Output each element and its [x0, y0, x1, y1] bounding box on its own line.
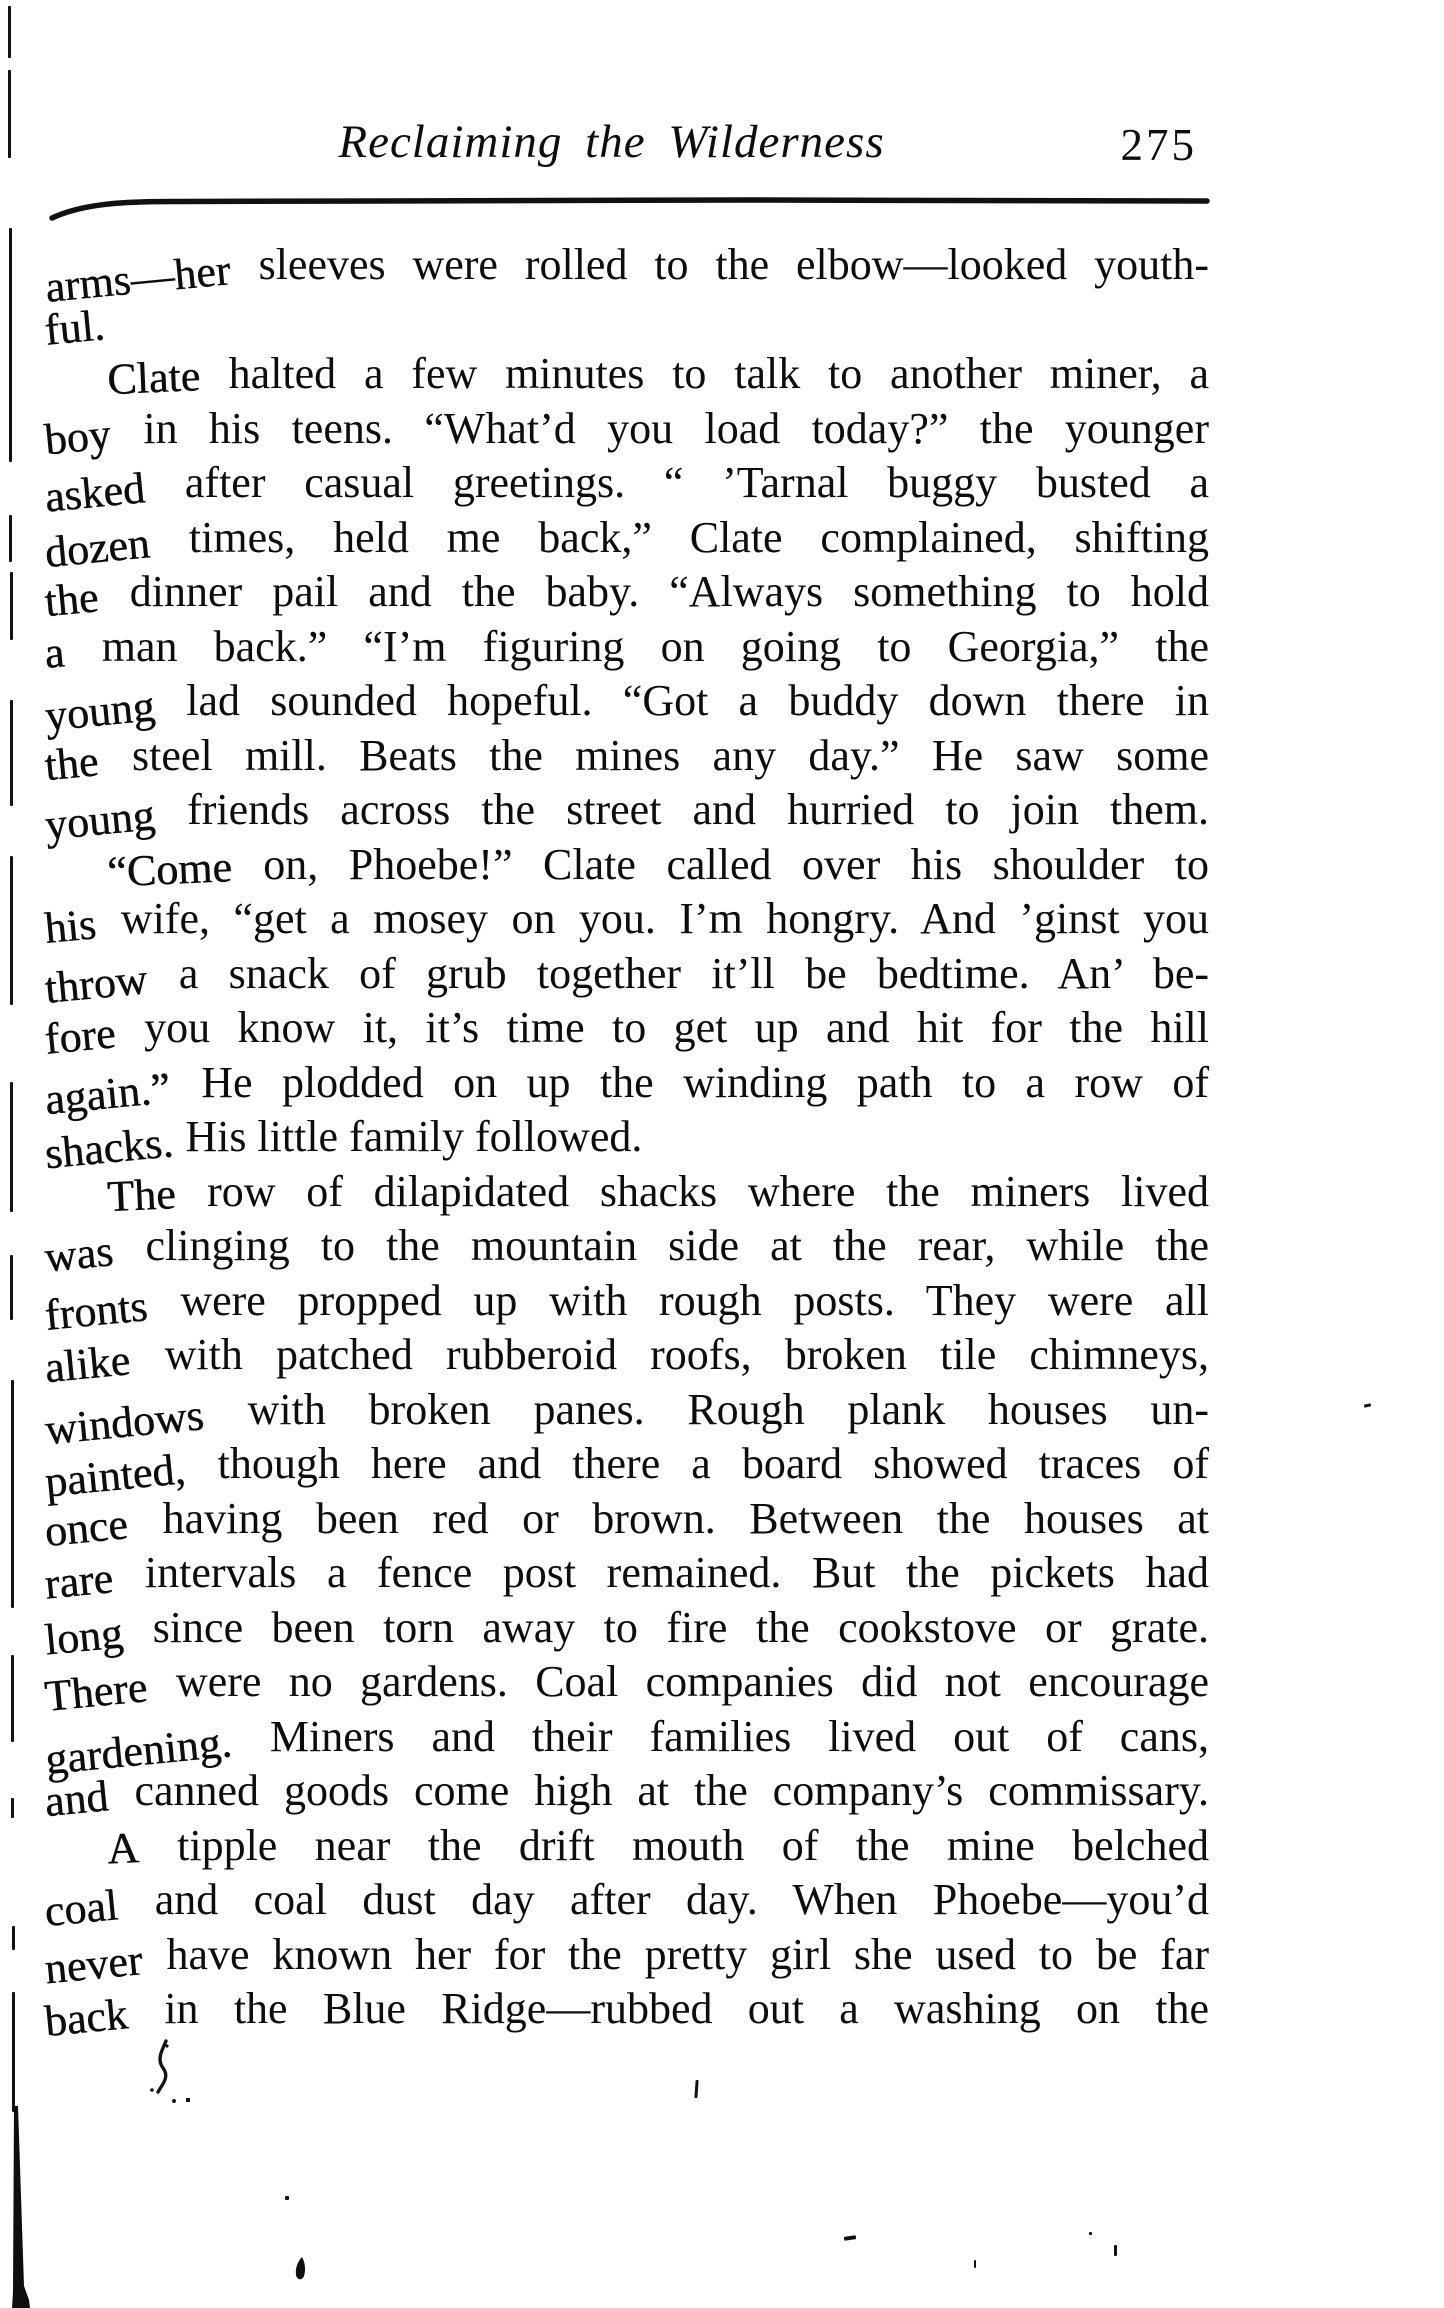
running-head	[46, 110, 1209, 180]
page-number: 275	[1120, 120, 1197, 170]
ink-squiggle	[146, 2038, 192, 2108]
text-line: “Come on, Phoebe!” Clate called over his shoulder to	[46, 838, 1209, 893]
text-line: painted, though here and there a board showed traces of	[46, 1437, 1209, 1492]
text-line: the steel mill. Beats the mines any day.” He saw some	[46, 729, 1209, 784]
text-line: fronts were propped up with rough posts. They were all	[46, 1274, 1209, 1329]
page-title: Reclaiming the Wilderness	[338, 116, 885, 168]
text-line: his wife, “get a mosey on you. I’m hongry. And ’ginst you	[46, 892, 1209, 947]
text-line: back in the Blue Ridge—rubbed out a washing on the	[46, 1982, 1209, 2037]
text-line: a man back.” “I’m figuring on going to Georgia,” the	[46, 620, 1209, 675]
gutter-line-segment	[10, 1082, 13, 1212]
line-first-word: young	[42, 681, 157, 741]
line-first-word: a	[42, 626, 67, 678]
text-line: arms—her sleeves were rolled to the elbow—looked youth-	[46, 238, 1209, 293]
line-first-word: rare	[42, 1553, 116, 1609]
text-line: windows with broken panes. Rough plank houses un-	[46, 1383, 1209, 1438]
ink-speck	[1089, 2232, 1092, 2235]
text-line: long since been torn away to fire the cookstove or grate.	[46, 1601, 1209, 1656]
header-rule	[42, 192, 1212, 222]
text-line: boy in his teens. “What’d you load today?” the younger	[46, 402, 1209, 457]
gutter-line-wedge	[10, 2106, 36, 2308]
text-line: coal and coal dust day after day. When Phoebe—you’d	[46, 1873, 1209, 1928]
gutter-line-segment	[8, 6, 11, 58]
line-first-word: coal	[42, 1880, 120, 1936]
gutter-line-segment	[10, 1255, 13, 1320]
text-line: dozen times, held me back,” Clate complained, shifting	[46, 511, 1209, 566]
gutter-line-segment	[8, 70, 11, 158]
line-first-word: windows	[42, 1389, 206, 1454]
line-first-word: Clate	[106, 351, 202, 405]
line-first-word: again.”	[42, 1062, 173, 1124]
line-first-word: The	[106, 1168, 177, 1221]
text-line: asked after casual greetings. “ ’Tarnal buggy busted a	[46, 456, 1209, 511]
line-first-word: boy	[42, 408, 113, 464]
ink-speck	[974, 2260, 976, 2268]
text-line: never have known her for the pretty girl she used to be far	[46, 1928, 1209, 1983]
text-line: Clate halted a few minutes to talk to another miner, a	[46, 347, 1209, 402]
text-line: again.” He plodded on up the winding path to a row of	[46, 1056, 1209, 1111]
line-first-word: ful.	[42, 299, 107, 355]
ink-blot	[293, 2256, 309, 2282]
line-first-word: alike	[42, 1335, 133, 1393]
gutter-line-segment	[10, 572, 13, 640]
ink-speck	[1114, 2245, 1117, 2256]
gutter-line-segment	[11, 1798, 14, 1818]
line-first-word: young	[42, 790, 157, 850]
text-line: was clinging to the mountain side at the rear, while the	[46, 1219, 1209, 1274]
line-first-word: gardening.	[42, 1716, 234, 1784]
line-first-word: throw	[42, 953, 150, 1013]
text-line: There were no gardens. Coal companies did not encourage	[46, 1655, 1209, 1710]
text-line: and canned goods come high at the company’s commissary.	[46, 1764, 1209, 1819]
ink-speck	[1364, 1403, 1371, 1407]
line-first-word: arms—her	[42, 245, 233, 312]
ink-speck	[285, 2196, 289, 2200]
line-first-word: There	[42, 1662, 150, 1721]
line-first-word: was	[42, 1226, 116, 1282]
text-line: gardening. Miners and their families lived out of cans,	[46, 1710, 1209, 1765]
text-line: The row of dilapidated shacks where the miners lived	[46, 1165, 1209, 1220]
line-first-word: A	[106, 1822, 140, 1873]
gutter-line-segment	[9, 515, 12, 562]
text-line: throw a snack of grub together it’ll be bedtime. An’ be-	[46, 947, 1209, 1002]
gutter-line-segment	[11, 1380, 14, 1608]
line-first-word: painted,	[42, 1444, 188, 1507]
line-first-word: “Come	[106, 841, 233, 896]
gutter-line-segment	[12, 1926, 15, 1950]
text-line: A tipple near the drift mouth of the mine belched	[46, 1819, 1209, 1874]
line-first-word: long	[42, 1607, 125, 1664]
line-first-word: and	[42, 1771, 111, 1827]
line-first-word: his	[42, 899, 99, 953]
text-line: rare intervals a fence post remained. But the pickets had	[46, 1546, 1209, 1601]
page-text	[42, 238, 1209, 2046]
text-line: alike with patched rubberoid roofs, broken tile chimneys,	[46, 1328, 1209, 1383]
text-line: young friends across the street and hurried to join them.	[46, 783, 1209, 838]
text-line: the dinner pail and the baby. “Always something to hold	[46, 565, 1209, 620]
line-first-word: fore	[42, 1008, 118, 1064]
ink-speck	[844, 2235, 856, 2241]
line-first-word: the	[42, 572, 101, 627]
line-first-word: back	[42, 1989, 130, 2046]
line-first-word: fronts	[42, 1280, 150, 1340]
gutter-line-segment	[11, 1655, 14, 1742]
line-first-word: never	[42, 1934, 145, 1993]
gutter-line-segment	[9, 228, 12, 462]
line-first-word: dozen	[42, 517, 152, 577]
text-line: young lad sounded hopeful. “Got a buddy down there in	[46, 674, 1209, 729]
line-first-word: the	[42, 735, 101, 790]
line-first-word: once	[42, 1498, 130, 1556]
gutter-line-segment	[12, 1992, 15, 2112]
text-line: fore you know it, it’s time to get up and hit for the hill	[46, 1001, 1209, 1056]
line-first-word: asked	[42, 463, 147, 522]
ink-speck	[694, 2080, 698, 2098]
text-line: shacks. His little family followed.	[46, 1110, 1209, 1165]
text-line	[42, 293, 1209, 355]
line-first-word: shacks.	[42, 1117, 175, 1179]
text-line: once having been red or brown. Between the houses at	[46, 1492, 1209, 1547]
gutter-line-segment	[10, 856, 13, 1005]
gutter-line-segment	[10, 700, 13, 806]
